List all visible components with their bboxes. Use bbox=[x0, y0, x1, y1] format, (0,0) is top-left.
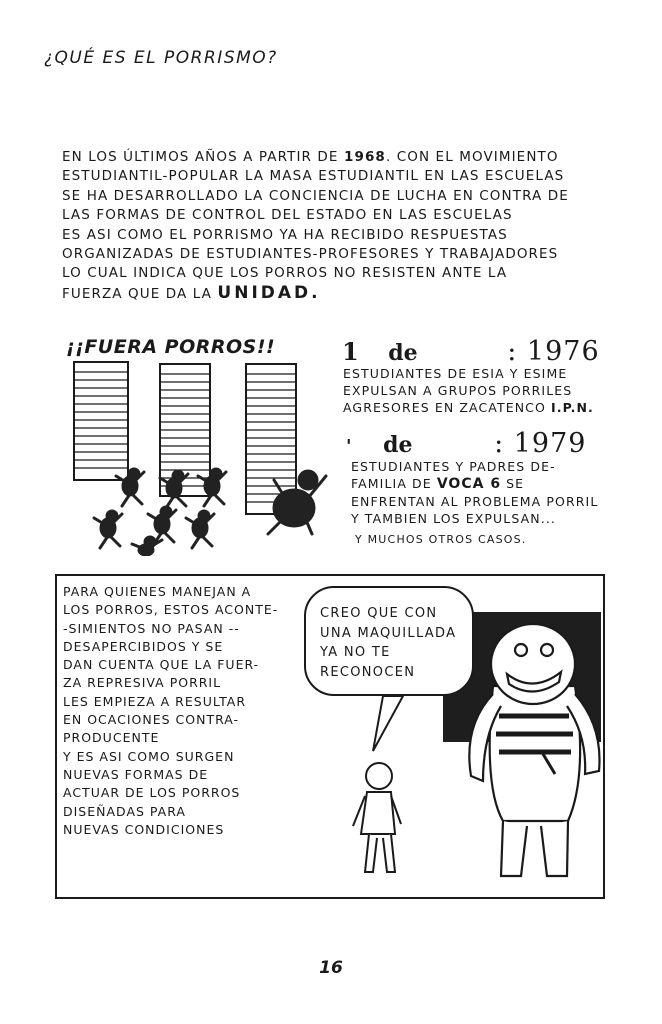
event-text-line: FAMILIA DE bbox=[351, 476, 432, 491]
voca6-label: VOCA 6 bbox=[436, 476, 502, 492]
intro-line-7: LO CUAL INDICA QUE LOS PORROS NO RESISTEN ANTE LA bbox=[62, 265, 508, 282]
event-text-line: Y TAMBIEN LOS EXPULSAN... bbox=[351, 511, 556, 526]
speech-line: RECONOCEN bbox=[320, 664, 416, 680]
panel-text-line: -SIMIENTOS NO PASAN -- bbox=[63, 620, 240, 636]
speech-line: CREO QUE CON bbox=[320, 606, 438, 621]
speech-line: YA NO TE bbox=[320, 645, 391, 660]
panel-text-line: NUEVAS FORMAS DE bbox=[63, 766, 209, 782]
event-month: de bbox=[388, 340, 418, 366]
unidad-word: UNIDAD bbox=[217, 282, 312, 303]
event-month: de bbox=[383, 432, 413, 458]
panel-text-line: DAN CUENTA QUE LA FUER- bbox=[63, 657, 260, 673]
intro-line-2: ESTUDIANTIL-POPULAR LA MASA ESTUDIANTIL EN LAS ESCUELAS bbox=[62, 168, 565, 185]
panel-text-line: Y ES ASI COMO SURGEN bbox=[63, 748, 235, 764]
page-title: ¿QUÉ ES EL PORRISMO? bbox=[44, 48, 278, 68]
event-1979-header bbox=[346, 428, 586, 459]
panel-text-line: LOS PORROS, ESTOS ACONTE- bbox=[63, 602, 279, 618]
intro-text: . CON EL MOVIMIENTO bbox=[385, 149, 559, 165]
speech-line: UNA MAQUILLADA bbox=[320, 625, 457, 641]
panel-text-line: PARA QUIENES MANEJAN A bbox=[63, 584, 252, 599]
intro-text: EN LOS ÚLTIMOS AÑOS A PARTIR DE bbox=[62, 149, 339, 165]
intro-text: FUERZA QUE DA LA bbox=[62, 285, 213, 302]
panel-text-line: DESAPERCIBIDOS Y SE bbox=[63, 638, 224, 654]
event-year: : 1979 bbox=[494, 428, 587, 459]
event-text-line: AGRESORES EN ZACATENCO bbox=[343, 400, 546, 415]
panel-text-line: DISEÑADAS PARA bbox=[63, 803, 186, 819]
event-1976-header bbox=[342, 336, 600, 367]
panel-narration bbox=[63, 583, 303, 839]
small-man-figure bbox=[353, 763, 401, 872]
intro-line-4: LAS FORMAS DE CONTROL DEL ESTADO EN LAS ESCUELAS bbox=[62, 207, 513, 224]
intro-line-3: SE HA DESARROLLADO LA CONCIENCIA DE LUCHA EN CONTRA DE bbox=[62, 187, 569, 204]
event-text-line: EXPULSAN A GRUPOS PORRILES bbox=[343, 383, 573, 398]
panel-text-line: NUEVAS CONDICIONES bbox=[63, 821, 225, 837]
event-text-line: ESTUDIANTES Y PADRES DE- bbox=[351, 459, 556, 474]
event-1979-text bbox=[351, 458, 598, 527]
intro-period: . bbox=[311, 282, 321, 303]
banner-fuera-porros: ¡¡FUERA PORROS!! bbox=[66, 336, 276, 358]
panel-text-line: ACTUAR DE LOS PORROS bbox=[63, 785, 241, 801]
running-figure bbox=[94, 511, 122, 548]
more-cases-note: Y MUCHOS OTROS CASOS. bbox=[355, 533, 527, 546]
page-number: 16 bbox=[319, 958, 343, 978]
panel-text-line: EN OCACIONES CONTRA- bbox=[63, 712, 240, 728]
intro-line-8 bbox=[62, 284, 622, 304]
event-text-line: ENFRENTAN AL PROBLEMA PORRIL bbox=[351, 494, 599, 509]
speech-bubble-tail bbox=[373, 696, 403, 751]
speech-bubble bbox=[304, 586, 474, 696]
year-1968: 1968 bbox=[343, 149, 386, 165]
intro-paragraph bbox=[62, 148, 622, 304]
intro-line-1 bbox=[62, 148, 622, 167]
event-year: : 1976 bbox=[507, 336, 600, 367]
panel-text-line: PRODUCENTE bbox=[63, 730, 160, 746]
event-text-line: SE bbox=[506, 476, 525, 491]
comic-panel bbox=[55, 574, 605, 899]
ipn-label: I.P.N. bbox=[551, 400, 594, 415]
buildings-crowd-illustration bbox=[56, 356, 331, 556]
panel-text-line: ZA REPRESIVA PORRIL bbox=[63, 675, 222, 691]
event-day: ' bbox=[346, 436, 352, 457]
intro-line-5: ES ASI COMO EL PORRISMO YA HA RECIBIDO RESPUESTAS bbox=[62, 226, 508, 243]
event-day: 1 bbox=[342, 337, 359, 366]
event-1976-text bbox=[343, 365, 594, 416]
running-figure bbox=[186, 511, 214, 548]
intro-line-6: ORGANIZADAS DE ESTUDIANTES-PROFESORES Y TRABAJADORES bbox=[62, 246, 559, 263]
panel-text-line: LES EMPIEZA A RESULTAR bbox=[63, 693, 246, 709]
event-text-line: ESTUDIANTES DE ESIA Y ESIME bbox=[343, 366, 568, 381]
